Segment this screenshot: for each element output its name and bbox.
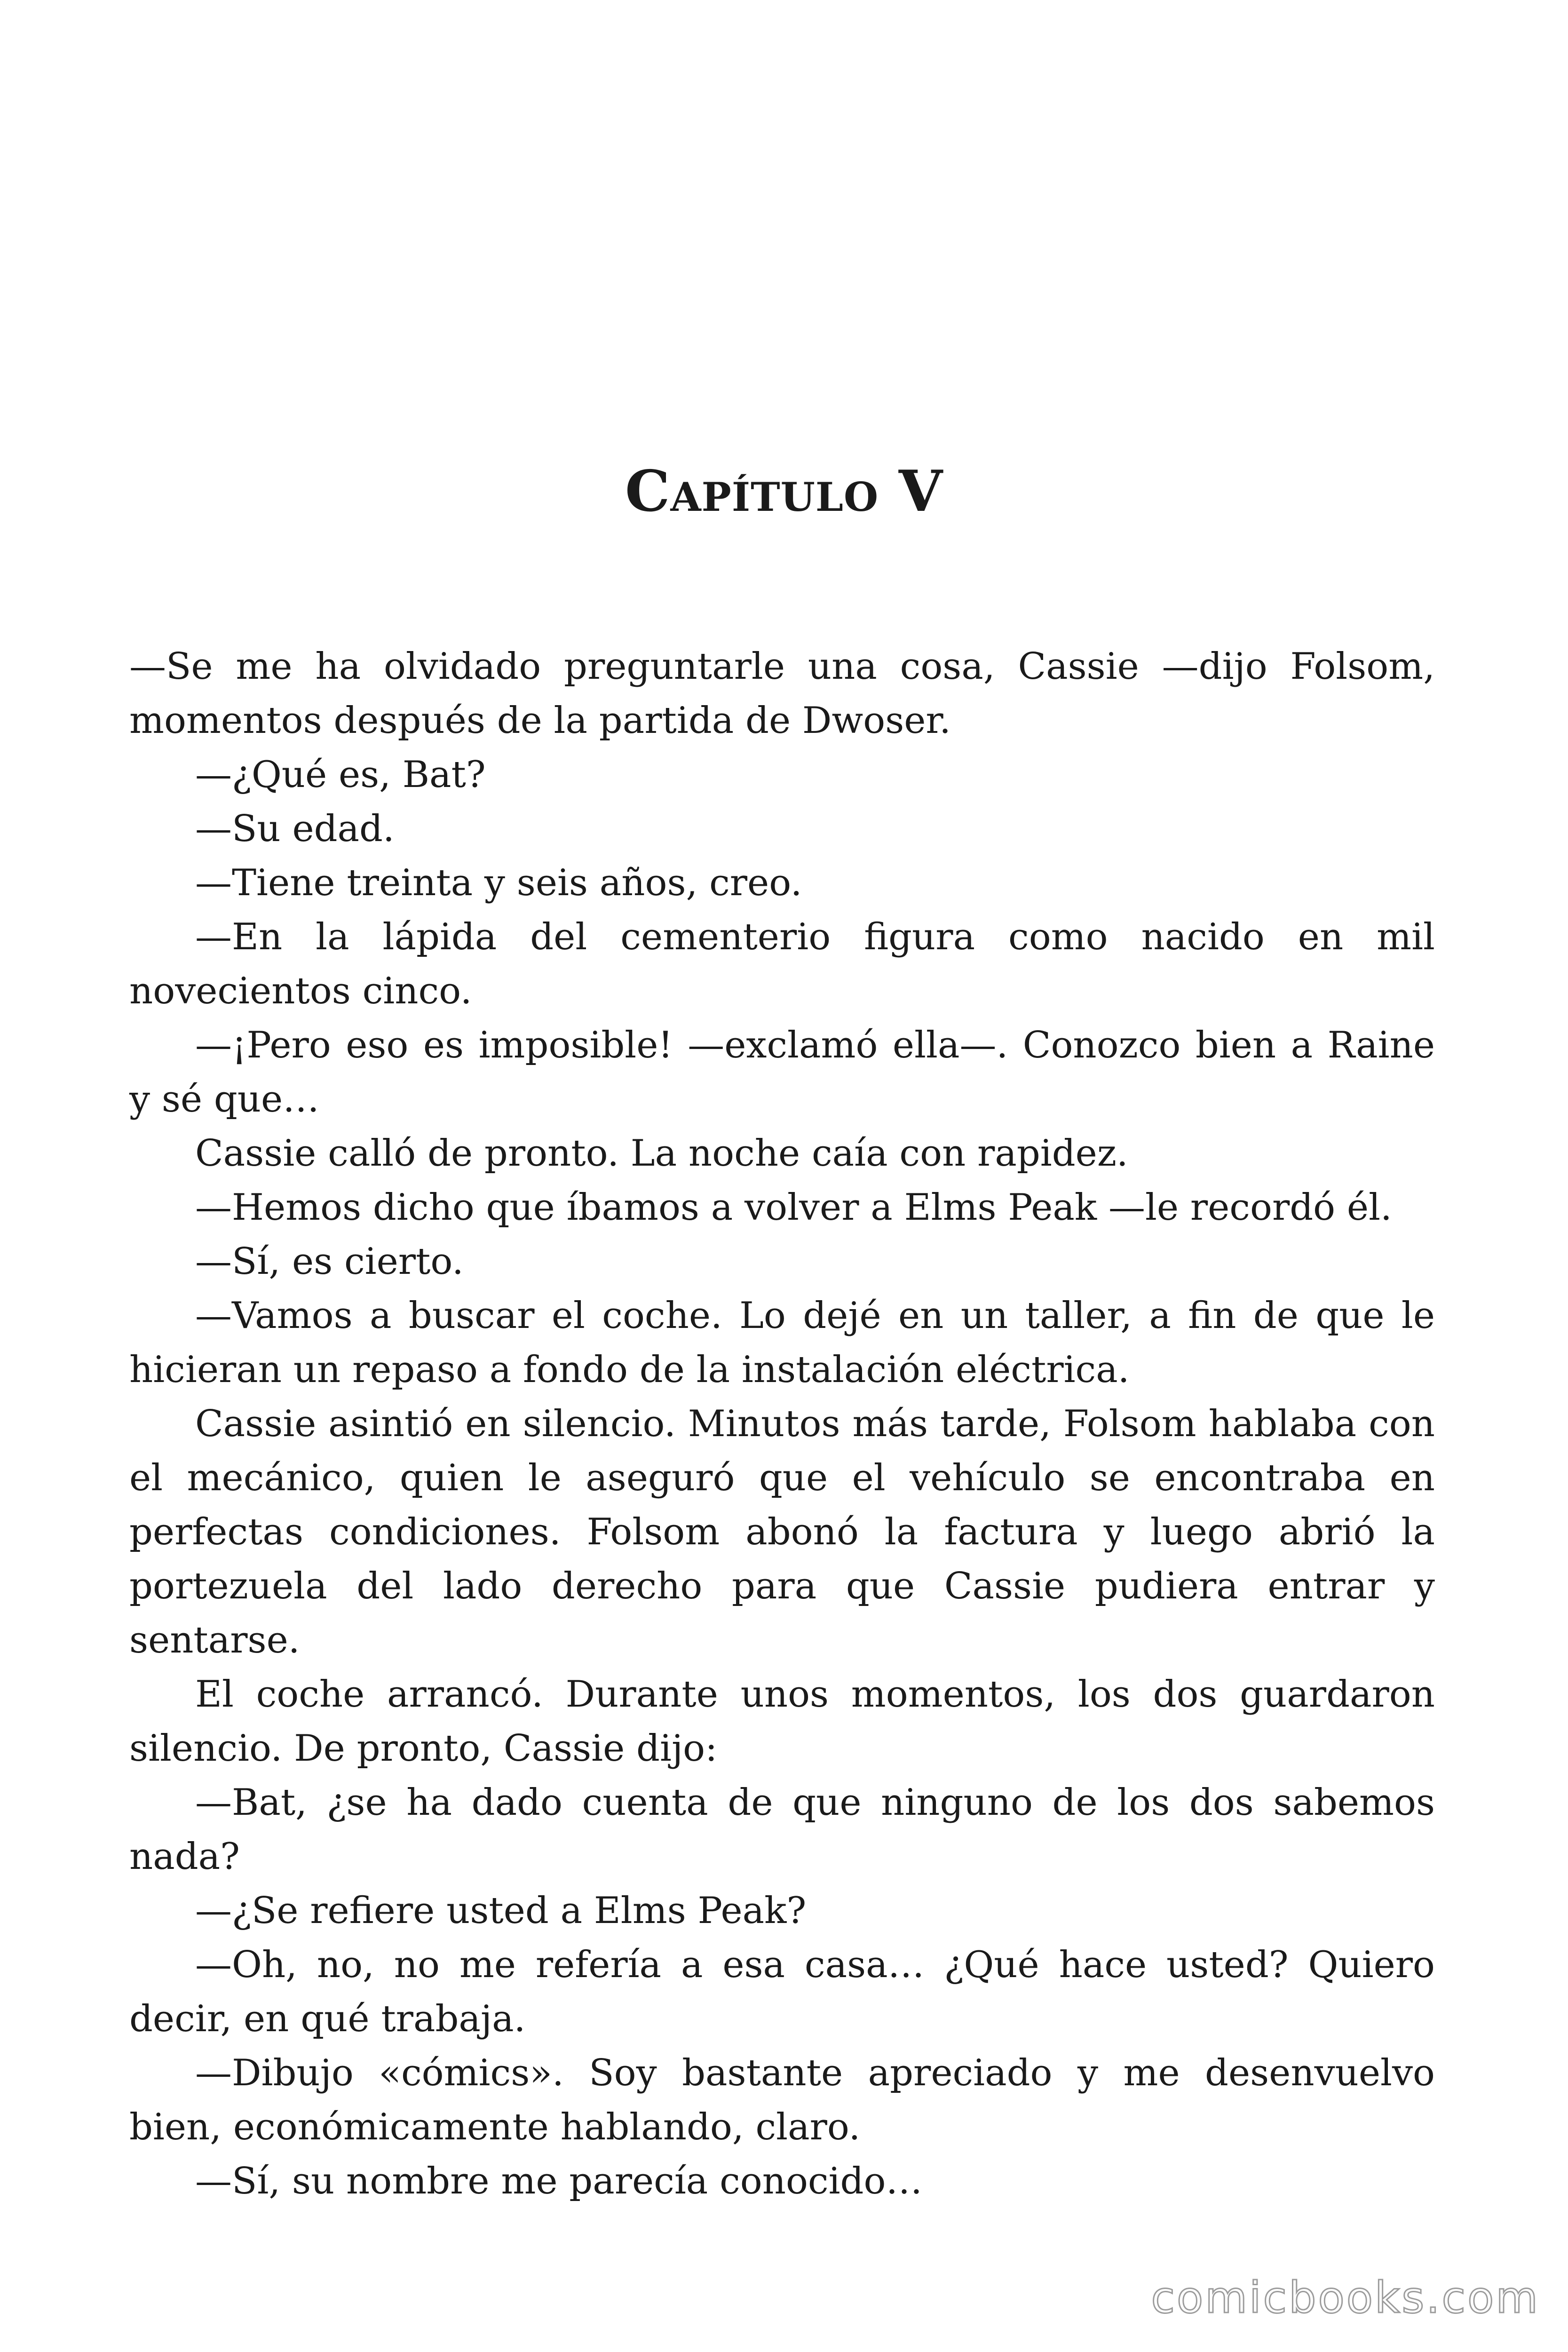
paragraph: —¿Se refiere usted a Elms Peak? <box>195 1890 807 1932</box>
paragraph: —Su edad. <box>195 808 395 850</box>
paragraph: El coche arrancó. Durante unos momentos, los dos guardaron silencio. De pronto, Cassie dijo: <box>129 1673 1435 1770</box>
watermark: comicbooks.com <box>1151 2273 1540 2323</box>
chapter-body <box>129 640 1435 2209</box>
paragraph: —Sí, su nombre me parecía conocido… <box>195 2160 923 2202</box>
paragraph: —En la lápida del cementerio figura como nacido en mil novecientos cinco. <box>129 916 1435 1012</box>
paragraph: Cassie asintió en silencio. Minutos más tarde, Folsom hablaba con el mecánico, quien le aseguró que el vehículo se encontraba en perfectas condiciones. Folsom abonó la factura y luego abrió la portezuela del lado derecho para que Cassie pudiera entrar y sentarse. <box>129 1403 1435 1661</box>
paragraph: —¡Pero eso es imposible! —exclamó ella—. Conozco bien a Raine y sé que… <box>129 1024 1435 1120</box>
paragraph: —Se me ha olvidado preguntarle una cosa, Cassie —dijo Folsom, momentos después de la partida de Dwoser. <box>129 645 1435 742</box>
paragraph: —Oh, no, no me refería a esa casa… ¿Qué hace usted? Quiero decir, en qué trabaja. <box>129 1944 1435 2040</box>
paragraph: —Tiene treinta y seis años, creo. <box>195 862 802 904</box>
paragraph: —Sí, es cierto. <box>195 1240 464 1283</box>
paragraph: —¿Qué es, Bat? <box>195 754 486 796</box>
paragraph: —Bat, ¿se ha dado cuenta de que ninguno de los dos sabemos nada? <box>129 1781 1435 1878</box>
paragraph: —Hemos dicho que íbamos a volver a Elms Peak —le recordó él. <box>195 1186 1392 1229</box>
chapter-title: Capítulo V <box>625 458 943 524</box>
paragraph: Cassie calló de pronto. La noche caía con rapidez. <box>195 1132 1128 1175</box>
paragraph: —Dibujo «cómics». Soy bastante apreciado y me desenvuelvo bien, económicamente hablando, claro. <box>129 2052 1435 2148</box>
paragraph: —Vamos a buscar el coche. Lo dejé en un taller, a fin de que le hicieran un repaso a fondo de la instalación eléctrica. <box>129 1295 1435 1391</box>
